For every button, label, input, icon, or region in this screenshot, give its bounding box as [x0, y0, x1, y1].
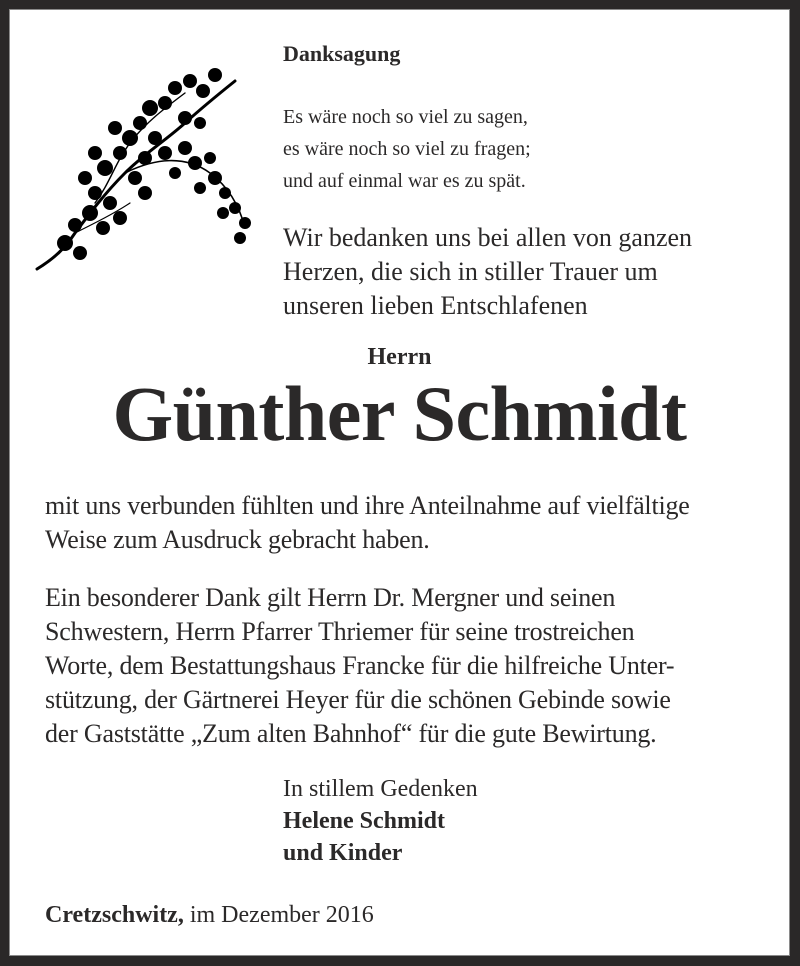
place-date	[45, 902, 374, 929]
deceased-name: Günther Schmidt	[112, 370, 687, 457]
date: im Dezember 2016	[183, 902, 374, 928]
paragraph-line: Weise zum Ausdruck gebracht haben.	[45, 525, 430, 554]
poem-line: Es wäre noch so viel zu sagen,	[283, 106, 528, 128]
intro-line: unseren lieben Entschlafenen	[283, 291, 588, 320]
thanks-paragraph-2	[45, 581, 674, 751]
place: Cretzschwitz,	[45, 902, 184, 928]
signature-closing: In stillem Gedenken	[283, 776, 478, 802]
paragraph-line: stützung, der Gärtnerei Heyer für die schönen Gebinde sowie	[45, 685, 671, 714]
paragraph-line: der Gaststätte „Zum alten Bahnhof“ für die gute Bewirtung.	[45, 719, 657, 748]
signature-name: und Kinder	[283, 840, 403, 866]
paragraph-line: mit uns verbunden fühlten und ihre Anteilnahme auf vielfältige	[45, 491, 690, 520]
intro-line: Herzen, die sich in stiller Trauer um	[283, 257, 658, 286]
paragraph-line: Schwestern, Herrn Pfarrer Thriemer für seine trostreichen	[45, 617, 635, 646]
notice-heading: Danksagung	[283, 41, 401, 66]
paragraph-line: Ein besonderer Dank gilt Herrn Dr. Mergner und seinen	[45, 583, 616, 612]
poem-line: es wäre noch so viel zu fragen;	[283, 138, 531, 160]
intro-line: Wir bedanken uns bei allen von ganzen	[283, 223, 693, 252]
thanks-paragraph-1	[45, 489, 690, 557]
poem-line: und auf einmal war es zu spät.	[283, 170, 526, 192]
paragraph-line: Worte, dem Bestattungshaus Francke für die hilfreiche Unter-	[45, 651, 675, 680]
salutation: Herrn	[367, 344, 432, 370]
intro-text	[283, 221, 692, 323]
signature-name: Helene Schmidt	[283, 808, 445, 834]
signature-block	[283, 773, 478, 869]
branch-leaves-icon	[35, 63, 269, 273]
obituary-card	[9, 9, 790, 956]
poem	[283, 101, 531, 197]
